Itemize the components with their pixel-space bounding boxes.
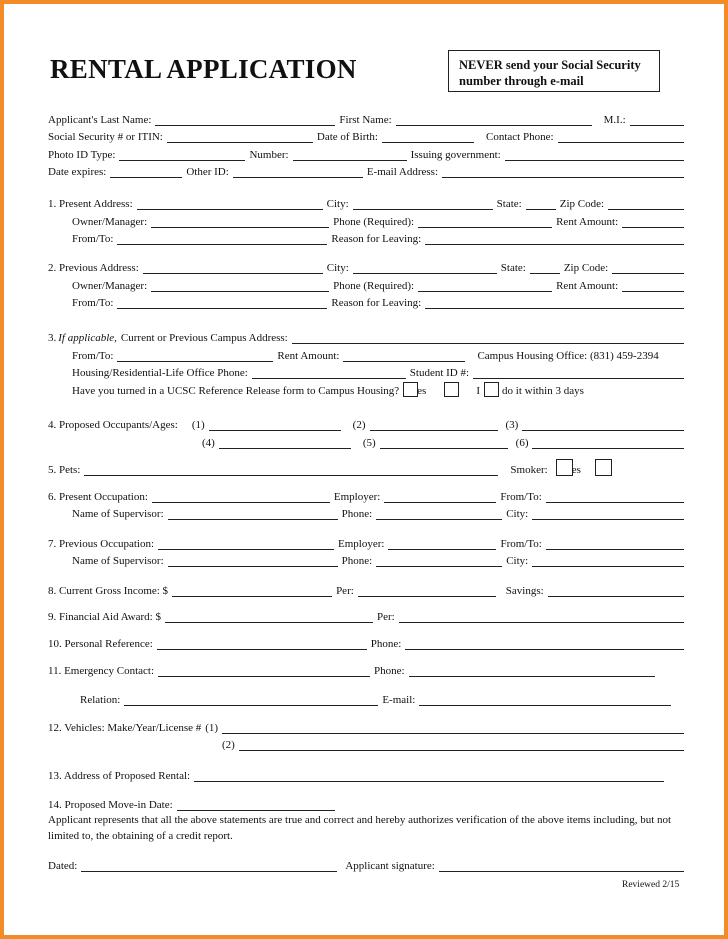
previous-phone-label: Phone (Required): xyxy=(333,280,415,292)
previous-reason-label: Reason for Leaving: xyxy=(331,297,422,309)
present-address-label: 1. Present Address: xyxy=(48,198,133,210)
previous-job-phone-field[interactable] xyxy=(376,555,502,567)
authorization-statement: Applicant represents that all the above statements are true and correct and hereby authorizes verification of the above items including, but not limited to, the obtaining of a credit report. xyxy=(48,814,672,842)
savings-field[interactable] xyxy=(548,585,684,597)
smoker-label: Smoker: xyxy=(510,464,548,476)
previous-owner-row xyxy=(72,276,688,292)
present-employer-label: Employer: xyxy=(333,491,381,503)
occupant-4-field[interactable] xyxy=(219,437,351,449)
form-sheet xyxy=(4,4,724,935)
previous-from-row xyxy=(72,293,688,309)
previous-job-from-to-label: From/To: xyxy=(500,538,542,550)
page-title: RENTAL APPLICATION xyxy=(50,54,357,84)
move-in-row xyxy=(48,795,688,811)
previous-from-to-label: From/To: xyxy=(72,297,114,309)
vehicle-1-number: (1) xyxy=(205,722,219,734)
occupant-1-number: (1) xyxy=(191,419,205,431)
personal-reference-field[interactable] xyxy=(157,638,367,650)
issuing-government-field[interactable] xyxy=(505,149,684,161)
previous-rent-label: Rent Amount: xyxy=(556,280,619,292)
ssn-warning-line-2: number through e-mail xyxy=(459,74,584,88)
present-job-from-to-field[interactable] xyxy=(546,491,684,503)
photo-id-row xyxy=(48,145,688,161)
previous-occupation-field[interactable] xyxy=(158,538,334,550)
date-expires-label: Date expires: xyxy=(48,166,107,178)
previous-address-label: 2. Previous Address: xyxy=(48,262,139,274)
occupants-row-2 xyxy=(48,433,688,449)
previous-supervisor-row xyxy=(72,551,688,567)
email-address-label: E-mail Address: xyxy=(366,166,438,178)
dated-label: Dated: xyxy=(48,860,78,872)
photo-id-label: Photo ID Type: xyxy=(48,149,116,161)
smoker-yes-label: es xyxy=(571,464,581,476)
signature-row xyxy=(48,856,688,872)
present-occupation-row xyxy=(48,487,688,503)
income-per-label: Per: xyxy=(336,585,354,597)
personal-reference-label: 10. Personal Reference: xyxy=(48,638,153,650)
previous-zip-field[interactable] xyxy=(612,262,684,274)
present-city-label: City: xyxy=(326,198,349,210)
present-reason-field[interactable] xyxy=(425,233,684,245)
emergency-contact-row xyxy=(48,661,688,677)
present-job-phone-field[interactable] xyxy=(376,508,502,520)
vehicles-row-1 xyxy=(48,718,688,734)
present-job-from-to-label: From/To: xyxy=(500,491,542,503)
dated-field[interactable] xyxy=(81,860,337,872)
ssn-row xyxy=(48,127,688,143)
gross-income-label: 8. Current Gross Income: $ xyxy=(48,585,169,597)
previous-zip-label: Zip Code: xyxy=(563,262,609,274)
previous-occupation-label: 7. Previous Occupation: xyxy=(48,538,155,550)
present-from-to-label: From/To: xyxy=(72,233,114,245)
pets-label: 5. Pets: xyxy=(48,464,81,476)
previous-address-row xyxy=(48,258,688,274)
previous-reason-field[interactable] xyxy=(425,297,684,309)
present-occupation-field[interactable] xyxy=(152,491,330,503)
present-address-field[interactable] xyxy=(137,198,323,210)
previous-state-field[interactable] xyxy=(530,262,560,274)
present-job-city-label: City: xyxy=(506,508,529,520)
occupant-3-number: (3) xyxy=(505,419,519,431)
financial-aid-row xyxy=(48,607,688,623)
contact-phone-field[interactable] xyxy=(558,131,684,143)
savings-label: Savings: xyxy=(505,585,544,597)
pets-field[interactable] xyxy=(84,464,498,476)
present-owner-row xyxy=(72,212,688,228)
present-rent-field[interactable] xyxy=(622,216,684,228)
gross-income-field[interactable] xyxy=(172,585,332,597)
campus-from-to-field[interactable] xyxy=(117,350,273,362)
expiry-row xyxy=(48,162,688,178)
campus-rent-label: Rent Amount: xyxy=(277,350,340,362)
present-job-city-field[interactable] xyxy=(532,508,684,520)
campus-phone-row xyxy=(72,363,688,379)
occupants-row-1 xyxy=(48,415,688,431)
previous-from-to-field[interactable] xyxy=(117,297,327,309)
first-name-label: First Name: xyxy=(339,114,392,126)
ssn-label: Social Security # or ITIN: xyxy=(48,131,163,143)
present-from-row xyxy=(72,229,688,245)
reference-phone-field[interactable] xyxy=(405,638,684,650)
present-supervisor-field[interactable] xyxy=(168,508,338,520)
emergency-contact-field[interactable] xyxy=(158,665,370,677)
previous-owner-label: Owner/Manager: xyxy=(72,280,148,292)
ssn-warning-box xyxy=(448,50,660,92)
reference-release-row xyxy=(72,381,688,397)
id-number-label: Number: xyxy=(249,149,289,161)
financial-aid-field[interactable] xyxy=(165,611,373,623)
emergency-phone-field[interactable] xyxy=(409,665,655,677)
present-zip-field[interactable] xyxy=(608,198,684,210)
present-phone-field[interactable] xyxy=(418,216,552,228)
contact-phone-label: Contact Phone: xyxy=(485,131,554,143)
present-supervisor-label: Name of Supervisor: xyxy=(72,508,164,520)
reference-yes-label: es xyxy=(417,385,427,397)
signature-label: Applicant signature: xyxy=(345,860,435,872)
aid-per-field[interactable] xyxy=(399,611,684,623)
reference-release-question: Have you turned in a UCSC Reference Release form to Campus Housing? xyxy=(72,385,400,397)
occupant-6-number: (6) xyxy=(515,437,529,449)
occupant-4-number: (4) xyxy=(202,437,215,449)
issuing-government-label: Issuing government: xyxy=(410,149,501,161)
present-owner-label: Owner/Manager: xyxy=(72,216,148,228)
emergency-contact-label: 11. Emergency Contact: xyxy=(48,665,154,677)
present-state-field[interactable] xyxy=(526,198,556,210)
vehicles-label: 12. Vehicles: Make/Year/License # xyxy=(48,722,202,734)
reference-no-checkbox[interactable] xyxy=(444,382,459,397)
first-name-field[interactable] xyxy=(396,114,592,126)
dob-label: Date of Birth: xyxy=(316,131,378,143)
previous-job-city-field[interactable] xyxy=(532,555,684,567)
aid-per-label: Per: xyxy=(376,611,395,623)
income-per-field[interactable] xyxy=(358,585,496,597)
occupant-2-field[interactable] xyxy=(370,419,498,431)
reference-later-label: do it within 3 days xyxy=(502,385,584,397)
photo-id-field[interactable] xyxy=(119,149,245,161)
campus-from-to-label: From/To: xyxy=(72,350,114,362)
occupant-6-field[interactable] xyxy=(532,437,684,449)
last-name-label: Applicant's Last Name: xyxy=(48,114,152,126)
occupant-5-field[interactable] xyxy=(380,437,508,449)
occupant-3-field[interactable] xyxy=(522,419,684,431)
previous-city-field[interactable] xyxy=(353,262,497,274)
mi-field[interactable] xyxy=(630,114,684,126)
campus-address-label: Current or Previous Campus Address: xyxy=(120,332,288,344)
campus-number: 3. xyxy=(48,332,57,344)
campus-address-row xyxy=(48,328,688,344)
present-city-field[interactable] xyxy=(353,198,493,210)
housing-phone-label: Housing/Residential-Life Office Phone: xyxy=(72,367,248,379)
previous-employer-label: Employer: xyxy=(338,538,385,550)
present-rent-label: Rent Amount: xyxy=(556,216,619,228)
occupants-label: 4. Proposed Occupants/Ages: xyxy=(48,419,178,431)
previous-job-phone-label: Phone: xyxy=(341,555,373,567)
previous-state-label: State: xyxy=(500,262,526,274)
if-applicable-label: If applicable, xyxy=(58,332,117,344)
previous-owner-field[interactable] xyxy=(151,280,329,292)
vehicle-2-number: (2) xyxy=(222,739,235,751)
present-address-row xyxy=(48,194,688,210)
last-name-field[interactable] xyxy=(155,114,335,126)
financial-aid-label: 9. Financial Aid Award: $ xyxy=(48,611,161,623)
emergency-relation-row xyxy=(80,690,688,706)
move-in-label: 14. Proposed Move-in Date: xyxy=(48,799,173,811)
emergency-phone-label: Phone: xyxy=(374,665,405,677)
other-id-field[interactable] xyxy=(233,166,363,178)
signature-field[interactable] xyxy=(439,860,684,872)
relation-field[interactable] xyxy=(124,694,378,706)
present-zip-label: Zip Code: xyxy=(559,198,605,210)
present-supervisor-row xyxy=(72,504,688,520)
personal-reference-row xyxy=(48,634,688,650)
dob-field[interactable] xyxy=(382,131,474,143)
previous-address-field[interactable] xyxy=(143,262,323,274)
reference-i-label: I xyxy=(476,385,481,397)
previous-rent-field[interactable] xyxy=(622,280,684,292)
occupant-1-field[interactable] xyxy=(209,419,341,431)
date-expires-field[interactable] xyxy=(110,166,182,178)
id-number-field[interactable] xyxy=(293,149,407,161)
campus-rent-field[interactable] xyxy=(343,350,465,362)
ssn-warning-line-1: NEVER send your Social Security xyxy=(459,58,641,72)
revision-note: Reviewed 2/15 xyxy=(622,880,680,890)
reference-later-checkbox[interactable] xyxy=(484,382,499,397)
smoker-yes-checkbox[interactable] xyxy=(556,459,573,476)
proposed-rental-label: 13. Address of Proposed Rental: xyxy=(48,770,191,782)
present-from-to-field[interactable] xyxy=(117,233,327,245)
relation-label: Relation: xyxy=(80,694,121,706)
previous-occupation-row xyxy=(48,534,688,550)
housing-phone-field[interactable] xyxy=(252,367,406,379)
previous-supervisor-label: Name of Supervisor: xyxy=(72,555,164,567)
email-address-field[interactable] xyxy=(442,166,684,178)
ssn-field[interactable] xyxy=(167,131,313,143)
campus-address-field[interactable] xyxy=(292,332,684,344)
vehicle-1-field[interactable] xyxy=(222,722,684,734)
student-id-label: Student ID #: xyxy=(409,367,470,379)
occupant-5-number: (5) xyxy=(362,437,376,449)
occupant-2-number: (2) xyxy=(352,419,366,431)
other-id-label: Other ID: xyxy=(186,166,229,178)
present-job-phone-label: Phone: xyxy=(341,508,373,520)
previous-city-label: City: xyxy=(326,262,349,274)
present-owner-field[interactable] xyxy=(151,216,329,228)
previous-job-from-to-field[interactable] xyxy=(546,538,684,550)
present-reason-label: Reason for Leaving: xyxy=(331,233,422,245)
mi-label: M.I.: xyxy=(603,114,626,126)
present-employer-field[interactable] xyxy=(384,491,496,503)
present-occupation-label: 6. Present Occupation: xyxy=(48,491,148,503)
present-state-label: State: xyxy=(496,198,522,210)
income-row xyxy=(48,581,688,597)
vehicles-row-2 xyxy=(48,735,688,751)
student-id-field[interactable] xyxy=(473,367,684,379)
proposed-rental-row xyxy=(48,766,688,782)
move-in-field[interactable] xyxy=(177,799,335,811)
reference-phone-label: Phone: xyxy=(370,638,402,650)
present-phone-label: Phone (Required): xyxy=(333,216,415,228)
vehicle-2-field[interactable] xyxy=(239,739,684,751)
reference-yes-checkbox[interactable] xyxy=(403,382,418,397)
campus-housing-office: Campus Housing Office: (831) 459-2394 xyxy=(477,350,659,362)
emergency-email-label: E-mail: xyxy=(382,694,416,706)
proposed-rental-field[interactable] xyxy=(194,770,664,782)
previous-job-city-label: City: xyxy=(506,555,529,567)
emergency-email-field[interactable] xyxy=(419,694,671,706)
previous-supervisor-field[interactable] xyxy=(168,555,338,567)
smoker-no-checkbox[interactable] xyxy=(595,459,612,476)
previous-phone-field[interactable] xyxy=(418,280,552,292)
pets-row xyxy=(48,458,688,476)
campus-from-row xyxy=(72,346,688,362)
applicant-name-row xyxy=(48,110,688,126)
previous-employer-field[interactable] xyxy=(388,538,496,550)
